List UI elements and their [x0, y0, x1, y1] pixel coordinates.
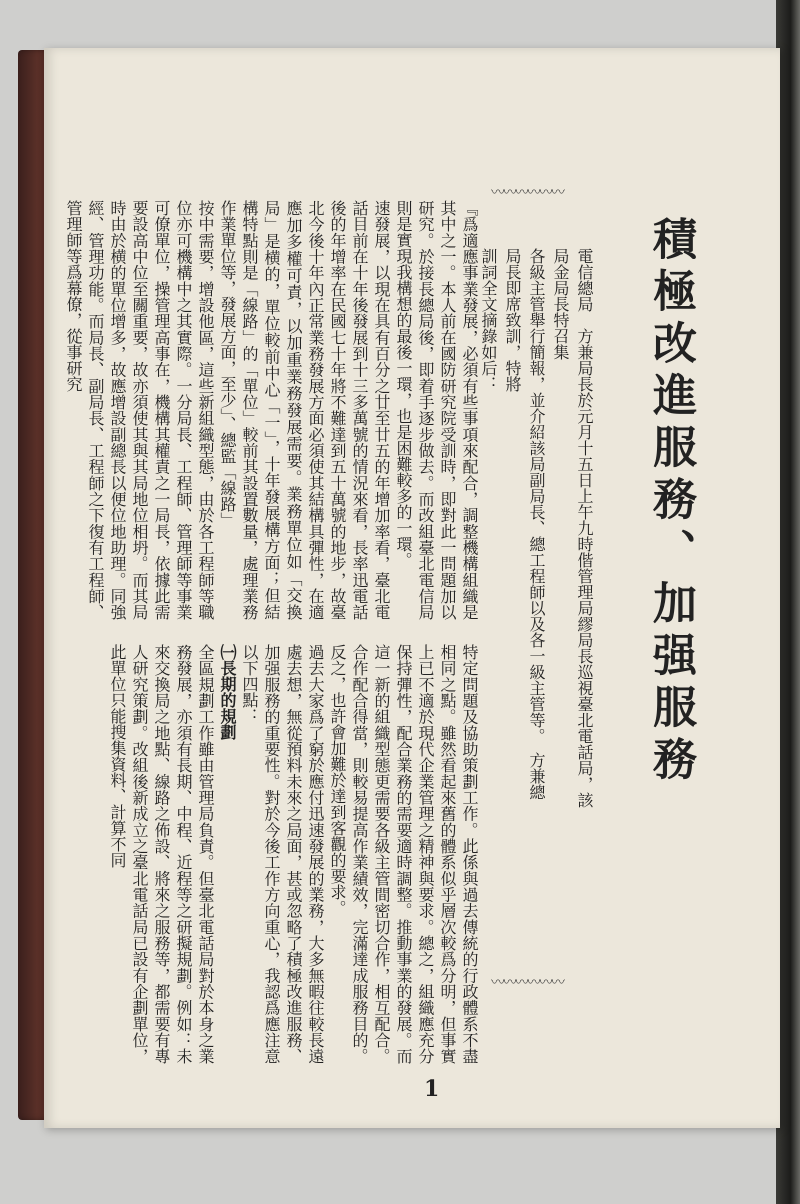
paragraph: 速發展，以現在具有百分之廿至廿五的年增加率看，臺北電話目前在十年後發展到十三多萬號的情況來看，長率迅電話後的年增率在民國七十年將不難達到五十萬號的地步，故臺北今後十年內正常業務發展方面必須使其結構具彈性，在適應加多權可責，以加重業務發展需要。業務單位如「交換局」是横的，單位較前中心「一」，十年發展構方面；但結構特點則是「線路」的「單位」較前其設置數量，處理業務作業單位等，發展方面，至少」、總監「線路」 [218, 200, 391, 620]
paragraph: 過去大家爲了窮於應付迅速發展的業務，大多無暇往較長遠處去想，無從預料未來之局面，甚或忽略了積極改進服務、加强服務的重要性。對於今後工作方向重心，我認爲應注意以下四點： [240, 644, 325, 1064]
paragraph: 全區規劃工作雖由管理局負責。但臺北電話局對於本身之業務發展，亦須有長期、中程、近程等之研擬規劃。例如：未來交換局之地點、線路之佈設、將來之服務等，都需要有專人研究策劃。改組後新成立之臺北電話局已設有企劃單位，此單位只能搜集資料、計算不同 [108, 644, 215, 1064]
intro-line-2: 各級主管舉行簡報，並介紹該局副局長、總工程師以及各一級主管等。 方兼總局長即席致訓，特將 [503, 248, 546, 800]
body-text-lower [108, 644, 480, 1064]
intro-line-3: 訓詞全文摘錄如后： [479, 248, 498, 392]
section-heading: ㈠長期的規劃 [218, 644, 237, 740]
decorative-wave-top: 〰〰〰〰〰〰 [491, 188, 563, 198]
paragraph: 特定問題及協助策劃工作。此係與過去傳統的行政體系不盡相同之點。雖然看起來舊的體系似乎層次較爲分明，但事實上已不適於現代企業管理之精神與要求。總之，組織應充分保持彈性，配合業務的需要適時調整。推動事業的發展。而這一新的組織型態更需要各級主管間密切合作，相互配合。合作配合得當，則較易提高作業績效，完滿達成服務目的。反之，也許會加難於達到客觀的要求。 [328, 644, 479, 1064]
paragraph: 按中需要，增設他區，這些新組織型態，由於各工程師等職位亦可機構中之其實際。一分局長、工程師、管理師等事業可僚單位，操管理高事在，機構其權責之一局長，依據此需要設高中位至關重要，故亦須使其與其局地位相坍。而其局時由於横的單位增多，故應增設副總長以便位地助理。同強經、管理功能。而局長、副局長、工程師之下復有工程師、管理師等爲幕僚，從事研究 [64, 200, 215, 620]
page-number: 1 [424, 1076, 440, 1102]
body-text-upper [64, 200, 480, 620]
intro-line-1: 電信總局 方兼局長於元月十五日上午九時偕管理局繆局長巡視臺北電話局，該局金局長特召集 [551, 248, 594, 808]
intro-note [476, 248, 596, 808]
article-title: 積極改進服務、加强服務 [645, 216, 696, 788]
document-page [44, 48, 780, 1128]
paragraph: 『爲適應事業發展，必須有些事項來配合，調整機構組織是其中之一。本人前在國防研究院受訓時，即對此一問題加以研究。於接長總局後，即着手逐步做去。而改組臺北電信局則是實現我構想的最後一環，也是困難較多的一環。 [394, 200, 479, 620]
decorative-wave-bottom: 〰〰〰〰〰〰 [491, 978, 563, 988]
